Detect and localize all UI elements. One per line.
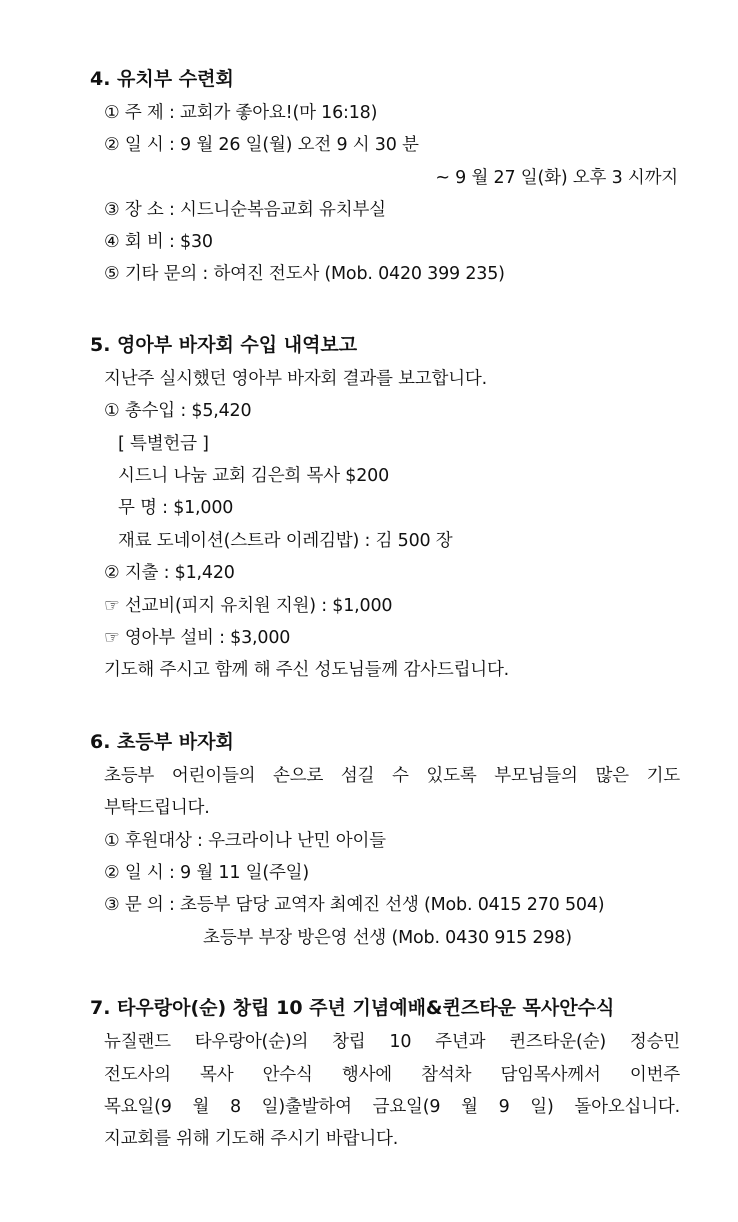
s5-income-total: ① 총수입 : $5,420: [104, 401, 252, 421]
s6-intro-line-2: 부탁드립니다.: [104, 798, 210, 818]
section-4-heading: 4. 유치부 수련회: [90, 68, 234, 90]
s5-donation-2: 무 명 : $1,000: [118, 498, 234, 518]
s4-contact: ⑤ 기타 문의 : 하여진 전도사 (Mob. 0420 399 235): [104, 264, 505, 284]
s5-expense-total: ② 지출 : $1,420: [104, 563, 235, 583]
s4-theme: ① 주 제 : 교회가 좋아요!(마 16:18): [104, 103, 378, 123]
s5-expense-2: ☞ 영아부 설비 : $3,000: [104, 628, 291, 648]
section-7-heading: 7. 타우랑아(순) 창립 10 주년 기념예배&퀸즈타운 목사안수식: [90, 997, 615, 1019]
section-5-heading: 5. 영아부 바자회 수입 내역보고: [90, 334, 358, 356]
s6-contact-2: 초등부 부장 방은영 선생 (Mob. 0430 915 298): [203, 928, 572, 948]
s4-fee: ④ 회 비 : $30: [104, 232, 213, 252]
s6-contact-1: ③ 문 의 : 초등부 담당 교역자 최예진 선생 (Mob. 0415 270 504): [104, 895, 605, 915]
s4-place: ③ 장 소 : 시드니순복음교회 유치부실: [104, 200, 386, 220]
s5-expense-1: ☞ 선교비(피지 유치원 지원) : $1,000: [104, 596, 393, 616]
section-6-heading: 6. 초등부 바자회: [90, 731, 234, 753]
s6-target: ① 후원대상 : 우크라이나 난민 아이들: [104, 831, 386, 851]
s5-intro: 지난주 실시했던 영아부 바자회 결과를 보고합니다.: [104, 369, 487, 389]
s5-closing: 기도해 주시고 함께 해 주신 성도님들께 감사드립니다.: [104, 660, 510, 680]
s6-datetime: ② 일 시 : 9 월 11 일(주일): [104, 863, 310, 883]
s6-intro-line-1: 초등부 어린이들의 손으로 섬길 수 있도록 부모님들의 많은 기도: [104, 766, 680, 786]
s5-donation-3: 재료 도네이션(스트라 이레김밥) : 김 500 장: [118, 531, 453, 551]
s5-special-offering: [ 특별헌금 ]: [118, 434, 209, 454]
s7-line-2: 전도사의 목사 안수식 행사에 참석차 담임목사께서 이번주: [104, 1065, 680, 1085]
s5-donation-1: 시드니 나눔 교회 김은희 목사 $200: [118, 466, 390, 486]
s4-datetime: ② 일 시 : 9 월 26 일(월) 오전 9 시 30 분: [104, 135, 419, 155]
s7-line-3: 목요일(9 월 8 일)출발하여 금요일(9 월 9 일) 돌아오십니다.: [104, 1097, 680, 1117]
s7-line-1: 뉴질랜드 타우랑아(순)의 창립 10 주년과 퀸즈타운(순) 정승민: [104, 1032, 680, 1052]
s7-line-4: 지교회를 위해 기도해 주시기 바랍니다.: [104, 1129, 399, 1149]
s4-datetime-cont: ~ 9 월 27 일(화) 오후 3 시까지: [435, 168, 678, 188]
